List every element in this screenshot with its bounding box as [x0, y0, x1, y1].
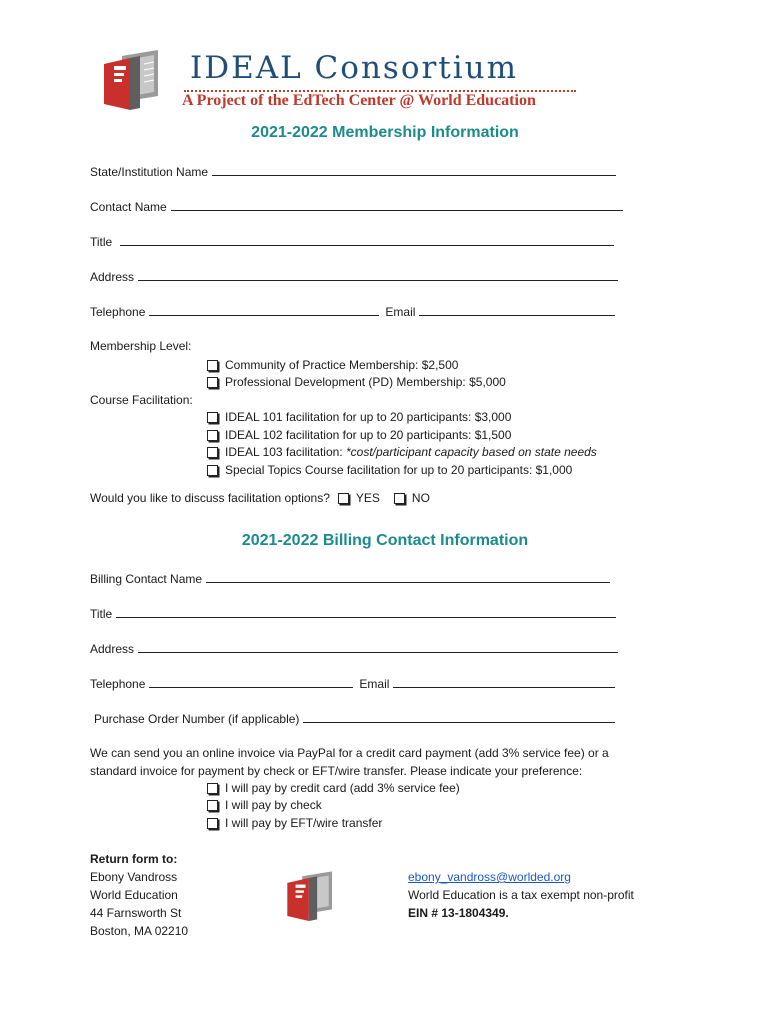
return-name: Ebony Vandross	[90, 870, 178, 884]
telephone-input-line[interactable]	[149, 304, 379, 316]
institution-field[interactable]	[90, 164, 616, 179]
checkbox[interactable]	[207, 360, 218, 371]
course-option-special[interactable]	[207, 463, 572, 477]
billing-address-input-line[interactable]	[138, 641, 618, 653]
billing-contact-label: Billing Contact Name	[90, 572, 203, 586]
billing-title-label: Title	[90, 607, 113, 621]
return-org: World Education	[90, 888, 178, 902]
checkbox[interactable]	[207, 430, 218, 441]
return-address-block	[90, 850, 188, 940]
ein-number: EIN # 13-1804349.	[408, 906, 509, 920]
billing-telephone-email-field[interactable]	[90, 676, 615, 691]
ideal-book-logo-small-icon	[284, 866, 342, 928]
billing-title-field[interactable]	[90, 606, 616, 621]
return-city: Boston, MA 02210	[90, 924, 189, 938]
pay-option-label: I will pay by EFT/wire transfer	[225, 816, 383, 830]
checkbox[interactable]	[207, 465, 218, 476]
checkbox[interactable]	[207, 818, 218, 829]
level-option-label: Community of Practice Membership: $2,500	[225, 358, 459, 372]
title-field[interactable]	[90, 234, 614, 249]
yes-checkbox[interactable]	[338, 493, 349, 504]
pay-option-label: I will pay by check	[225, 798, 322, 812]
billing-telephone-label: Telephone	[90, 677, 146, 691]
course-option-101[interactable]	[207, 410, 511, 424]
email-input-line[interactable]	[419, 304, 615, 316]
contact-tax-block	[408, 868, 634, 922]
level-option-cop[interactable]	[207, 358, 458, 372]
brand-divider	[184, 90, 576, 92]
billing-address-label: Address	[90, 642, 135, 656]
course-option-label: Special Topics Course facilitation for up to 20 participants: $1,000	[225, 463, 573, 477]
po-input-line[interactable]	[303, 711, 615, 723]
title-label: Title	[90, 235, 113, 249]
institution-label: State/Institution Name	[90, 165, 209, 179]
pay-option-label: I will pay by credit card (add 3% service fee)	[225, 781, 460, 795]
checkbox[interactable]	[207, 800, 218, 811]
course-103-note: *cost/participant capacity based on state needs	[345, 445, 597, 459]
return-street: 44 Farnsworth St	[90, 906, 182, 920]
course-option-label: IDEAL 101 facilitation for up to 20 participants: $3,000	[225, 410, 512, 424]
tax-exempt-note: World Education is a tax exempt non-profit	[408, 888, 634, 902]
email-label: Email	[385, 305, 416, 319]
level-option-label: Professional Development (PD) Membership: $5,000	[225, 375, 506, 389]
billing-address-field[interactable]	[90, 641, 618, 656]
brand-title: IDEAL Consortium	[190, 50, 519, 86]
pay-option-credit-card[interactable]	[207, 781, 460, 795]
contact-input-line[interactable]	[171, 199, 623, 211]
billing-contact-input-line[interactable]	[206, 571, 610, 583]
discuss-question: Would you like to discuss facilitation options?	[90, 491, 330, 505]
pay-option-eft[interactable]	[207, 816, 382, 830]
course-option-label: IDEAL 103 facilitation:	[225, 445, 346, 459]
institution-input-line[interactable]	[212, 164, 616, 176]
no-checkbox[interactable]	[394, 493, 405, 504]
course-option-102[interactable]	[207, 428, 511, 442]
membership-level-label: Membership Level:	[90, 339, 192, 353]
contact-field[interactable]	[90, 199, 623, 214]
discuss-question-row	[90, 491, 430, 505]
billing-heading: 2021-2022 Billing Contact Information	[241, 532, 529, 549]
po-field[interactable]	[94, 711, 615, 726]
pay-option-check[interactable]	[207, 798, 322, 812]
telephone-email-field[interactable]	[90, 304, 615, 319]
contact-email-link[interactable]: ebony_vandross@worlded.org	[408, 870, 571, 884]
course-facilitation-label: Course Facilitation:	[90, 393, 193, 407]
address-label: Address	[90, 270, 135, 284]
address-input-line[interactable]	[138, 269, 618, 281]
course-option-103[interactable]	[207, 445, 597, 459]
return-label: Return form to:	[90, 852, 178, 866]
telephone-label: Telephone	[90, 305, 146, 319]
billing-telephone-input-line[interactable]	[149, 676, 353, 688]
checkbox[interactable]	[207, 412, 218, 423]
level-option-pd[interactable]	[207, 375, 506, 389]
checkbox[interactable]	[207, 447, 218, 458]
brand-subtitle: A Project of the EdTech Center @ World Education	[182, 92, 536, 109]
po-label: Purchase Order Number (if applicable)	[94, 712, 300, 726]
address-field[interactable]	[90, 269, 618, 284]
membership-heading: 2021-2022 Membership Information	[251, 124, 519, 141]
course-option-label: IDEAL 102 facilitation for up to 20 participants: $1,500	[225, 428, 512, 442]
billing-contact-field[interactable]	[90, 571, 610, 586]
billing-email-input-line[interactable]	[393, 676, 615, 688]
title-input-line[interactable]	[120, 234, 614, 246]
yes-label: YES	[355, 491, 380, 505]
billing-email-label: Email	[359, 677, 390, 691]
contact-label: Contact Name	[90, 200, 167, 214]
billing-title-input-line[interactable]	[116, 606, 616, 618]
ideal-book-logo-icon	[100, 46, 170, 116]
checkbox[interactable]	[207, 377, 218, 388]
checkbox[interactable]	[207, 783, 218, 794]
header	[100, 46, 620, 116]
no-label: NO	[411, 491, 430, 505]
invoice-instructions: We can send you an online invoice via PayPal for a credit card payment (add 3% service fee) or a standard invoice for payment by check or EFT/wire transfer. Please indicate your preference:	[90, 746, 609, 778]
